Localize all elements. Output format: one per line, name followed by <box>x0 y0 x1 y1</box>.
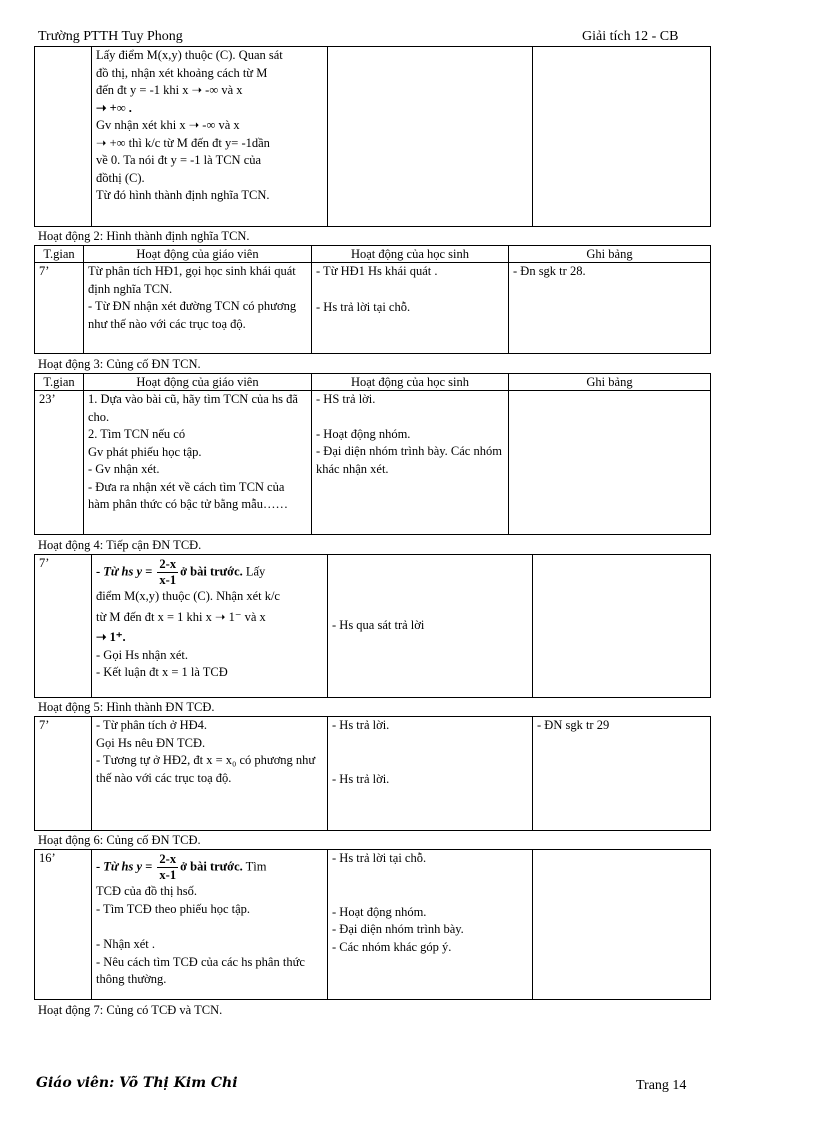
activity-4-title: Hoạt động 4: Tiếp cận ĐN TCĐ. <box>38 538 202 552</box>
col-board: Ghi bảng <box>509 246 711 263</box>
table-activity-2 <box>34 245 711 354</box>
time-cell: 7’ <box>35 717 92 831</box>
table-activity-3: T.gian Hoạt động của giáo viên Hoạt động của học sinh Ghi bảng 23’ 1. Dựa vào bài cũ, hãy tìm TCN của hs đã cho. 2. Tìm TCN nếu có Gv phát phiếu học tập. - Gv nhận xét. - Đưa ra nhận xét về cách tìm TCN của hàm phân thức có bậc tử bằng mẫu…… - HS trả lời. - Hoạt động nhóm. - Đại diện nhóm trình bày. Các nhóm khác nhận xét. <box>34 373 711 535</box>
teacher-activity: - Từ phân tích ở HĐ4. Gọi Hs nêu ĐN TCĐ. - Tương tự ở HĐ2, đt x = x₀ có phương như thế nào với các trục toạ độ. <box>92 717 328 831</box>
fraction: $\frac{2-x}{x-1}$ <box>159 557 177 587</box>
table-activity-4 <box>34 554 711 698</box>
time-cell: 23’ <box>35 391 84 535</box>
page-number: Trang 14 <box>636 1078 687 1093</box>
student-activity: - Hs trả lời tại chỗ. - Hoạt động nhóm. - Đại diện nhóm trình bày. - Các nhóm khác góp ý. <box>328 850 533 1000</box>
activity-3-title: Hoạt động 3: Củng cố ĐN TCN. <box>38 357 201 371</box>
col-time: T.gian <box>35 246 84 263</box>
teacher-activity: Lấy điểm M(x,y) thuộc (C). Quan sát đồ thị, nhận xét khoảng cách từ M đến đt y = -1 khi x ➝ -∞ và x ➝ +∞ . Gv nhận xét khi x ➝ -∞ và x ➝ +∞ thì k/c từ M đến đt y= -1dần về 0. Ta nói đt y = -1 là TCN của đồthị (C). Từ đó hình thành định nghĩa TCN. <box>92 47 328 227</box>
function-label: Từ hs y = <box>103 859 153 874</box>
time-cell: 16’ <box>35 850 92 1000</box>
table-activity-6 <box>34 849 711 1000</box>
activity-2-title: Hoạt động 2: Hình thành định nghĩa TCN. <box>38 229 250 243</box>
student-activity: - Từ HĐ1 Hs khái quát . - Hs trả lời tại chỗ. <box>312 263 509 354</box>
teacher-name: Giáo viên: Võ Thị Kim Chi <box>36 1075 238 1091</box>
function-label: Từ hs y = <box>103 564 153 579</box>
board-note: - Đn sgk tr 28. <box>509 263 711 354</box>
teacher-activity: - Từ hs y = $\frac{2-x}{x-1}$ ở bài trước. Tìm TCĐ của đồ thị hsố. - Tìm TCĐ theo phiếu học tập. - Nhận xét . - Nêu cách tìm TCĐ của các hs phân thức thông thường. <box>92 850 328 1000</box>
school-name: Trường PTTH Tuy Phong <box>38 29 183 44</box>
time-cell: 7’ <box>35 555 92 698</box>
board-note: - ĐN sgk tr 29 <box>533 717 711 831</box>
table-continuation <box>34 46 711 227</box>
activity-6-title: Hoạt động 6: Củng cố ĐN TCĐ. <box>38 833 201 847</box>
student-activity: - Hs trả lời. - Hs trả lời. <box>328 717 533 831</box>
student-activity: - HS trả lời. - Hoạt động nhóm. - Đại diện nhóm trình bày. Các nhóm khác nhận xét. <box>312 391 509 535</box>
teacher-activity: - Từ hs y = $\frac{2-x}{x-1}$ ở bài trước. Lấy điểm M(x,y) thuộc (C). Nhận xét k/c từ M đến đt x = 1 khi x ➝ 1⁻ và x ➝ 1⁺. - Gọi Hs nhận xét. - Kết luận đt x = 1 là TCĐ <box>92 555 328 698</box>
activity-5-title: Hoạt động 5: Hình thành ĐN TCĐ. <box>38 700 215 714</box>
time-cell: 7’ <box>35 263 84 354</box>
col-student: Hoạt động của học sinh <box>312 246 509 263</box>
activity-7-title: Hoạt động 7: Củng có TCĐ và TCN. <box>38 1003 223 1017</box>
student-activity: - Hs qua sát trả lời <box>328 555 533 698</box>
teacher-activity: Từ phân tích HĐ1, gọi học sinh khái quát định nghĩa TCN. - Từ ĐN nhận xét đường TCN có phương như thế nào với các trục toạ độ. <box>84 263 312 354</box>
subject-title: Giải tích 12 - CB <box>582 29 679 44</box>
teacher-activity: 1. Dựa vào bài cũ, hãy tìm TCN của hs đã cho. 2. Tìm TCN nếu có Gv phát phiếu học tập. - Gv nhận xét. - Đưa ra nhận xét về cách tìm TCN của hàm phân thức có bậc tử bằng mẫu…… <box>84 391 312 535</box>
table-activity-5 <box>34 716 711 831</box>
fraction: $\frac{2-x}{x-1}$ <box>159 852 177 882</box>
col-teacher: Hoạt động của giáo viên <box>84 246 312 263</box>
